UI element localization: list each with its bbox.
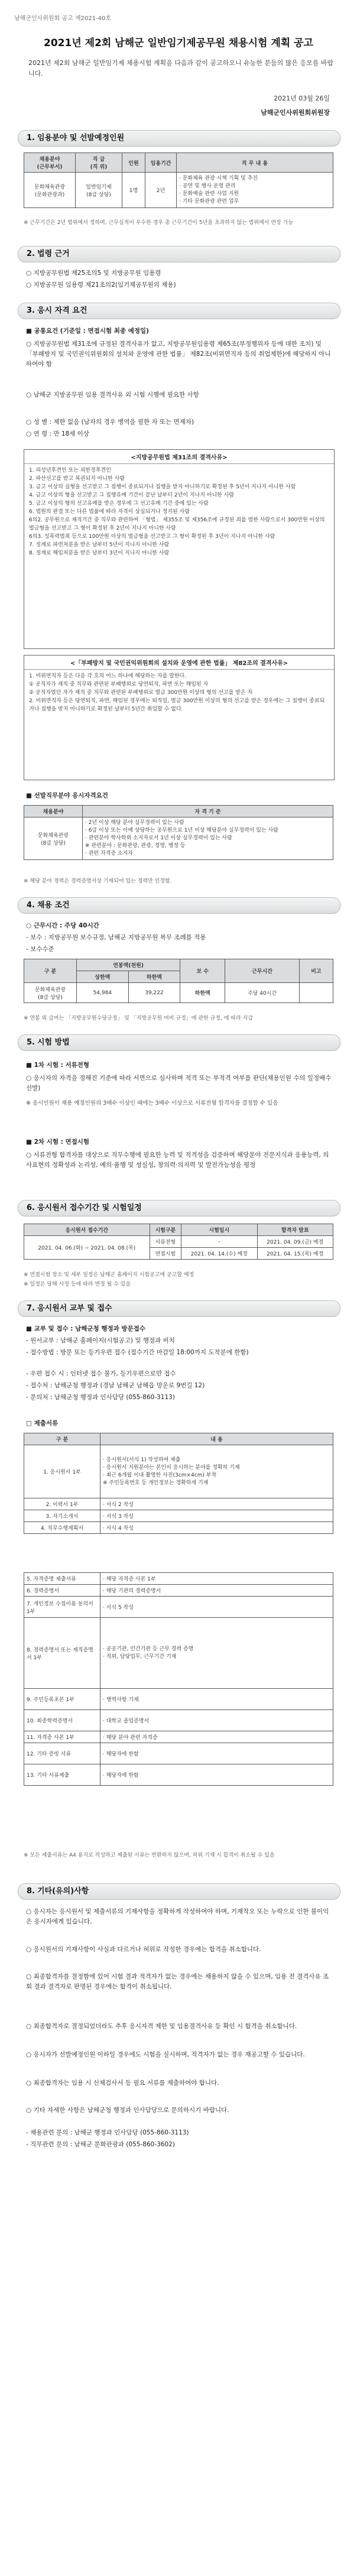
qualification-table: 채용분야 자 격 기 준 문화체육관광 (8급 상당) · 2년 이상 해당 분야 실무경력이 있는 사람 · 6급 이상 또는 이에 상당하는 공무원으로 1년 이상 해당분야 실무경력이 있는 사람 · 관련분야 학사학위 소지자로서 1년 이상 실무경력이 있는 사람 ※ 관련분야 : 문화관광, 관광, 경영, 행정 등 · 관련 자격증 소지자 <box>24 805 333 860</box>
section-3-header: 3. 응시 자격 요건 <box>18 303 340 319</box>
pay-table: 구 분 연봉액(천원) 보 수 근무시간 비고 상한액 하한액 문화체육관광 (8급 상당) 54,984 39,222 하한액 주당 40시간 <box>24 959 333 1003</box>
notice-date: 2021년 03월 26일 <box>274 95 330 102</box>
stage-1-title: ■ 1차 시험 : 서류전형 <box>26 1062 90 1069</box>
schedule-table: 응시원서 접수기간 시험구분 시험일시 합격자 발표 2021. 04. 06.(화) ~ 2021. 04. 08.(목) 서류전형 - 2021. 04. 09.(금) 예정 면접시험 2021. 04. 14.(수) 예정 2021. 04. 15.(목) 예정 <box>24 1224 333 1260</box>
section-1-header: 1. 임용분야 및 선발예정인원 <box>18 130 340 147</box>
contact-item: - 직무관련 문의 : 남해군 문화관광과 (055-860-3602) <box>26 2141 175 2148</box>
age-requirement: ○ 연 령 : 만 18세 이상 <box>26 430 89 437</box>
section-1-note: ※ 근무기간은 2년 범위에서 정하며, 근무실적이 우수한 경우 총 근무기간이 5년을 초과하지 않는 범위에서 연장 가능 <box>24 220 293 226</box>
caution-item: ○ 응시자는 응시원서 및 제출서류의 기재사항을 정확하게 작성하여야 하며, 기재착오 또는 누락으로 인한 불이익은 응시자에게 있습니다. <box>26 1908 329 1925</box>
section-5-header: 5. 시험 방법 <box>18 1034 340 1051</box>
disqualification-box: <지방공무원법 제31조의 결격사유> 1. 피성년후견인 또는 피한정후견인 2. 파산선고를 받고 복권되지 아니한 사람 3. 금고 이상의 실형을 선고받고 그 집행이 종료되거나 집행을 받지 아니하기로 확정된 후 5년이 지나지 아니한 사람 4. 금고 이상의 형을 선고받고 그 집행유예 기간이 끝난 날부터 2년이 지나지 아니한 사람 5. 금고 이상의 형의 선고유예를 받은 경우에 그 선고유예 기간 중에 있는 사람 6. 법원의 판결 또는 다른 법률에 따라 자격이 상실되거나 정지된 사람 6의2. 공무원으로 재직기간 중 직무와 관련하여 「형법」 제355조 및 제356조에 규정된 죄를 범한 사람으로서 300만원 이상의 벌금형을 선고받고 그 형이 확정된 후 2년이 지나지 아니한 사람 6의3. 성폭력범죄 등으로 100만원 이상의 벌금형을 선고받고 그 형이 확정된 후 3년이 지나지 아니한 사람 7. 징계로 파면처분을 받은 날부터 5년이 지나지 아니한 사람 8. 징계로 해임처분을 받은 날부터 3년이 지나지 아니한 사람 <box>24 449 335 649</box>
stage-1-note: ※ 응시인원이 채용 예정인원의 3배수 이상인 때에는 3배수 이상으로 서류전형 합격자를 결정할 수 있음 <box>26 1100 278 1107</box>
section-4-header: 4. 채용 조건 <box>18 897 340 914</box>
submission-item: - 문의처 : 남해군청 행정과 인사담당 (055-860-3113) <box>26 1394 175 1401</box>
documents-table: 구 분 내 용 1. 응시원서 1부 · 응시원서(서식 1) 작성하여 제출 · 응시원서 지원분야는 본인이 응시하는 분야를 정확히 기재 · 최근 6개월 이내 촬영한 사진(3cm×4cm) 부착 ※ 주민등록번호 등 개인정보는 정확하게 기재 2. 이력서 1부 · 서식 2 작성 3. 자기소개서 · 서식 3 작성 4. 직무수행계획서 · 서식 4 작성 <box>24 1433 333 1534</box>
gender-requirement: ○ 성 별 : 제한 없음 (남자의 경우 병역을 필한 자 또는 면제자) <box>26 418 194 426</box>
section-8-header: 8. 기타(유의)사항 <box>18 1883 340 1900</box>
caution-item: ○ 최종합격자로 결정되었더라도 추후 응시자격 제한 및 임용결격사유 등 확인 시 합격을 취소합니다. <box>26 2023 297 2030</box>
work-hours: ○ 근무시간 : 주당 40시간 <box>26 922 99 929</box>
documents-note: ※ 모든 제출서류는 A4 용지로 작성하고 제출된 서류는 반환하지 않으며, 허위 기재 시 합격이 취소될 수 있음 <box>24 1852 275 1858</box>
pay-level-title: - 보수수준 <box>26 946 54 953</box>
field-requirement-title: ■ 선발직무분야 응시자격요건 <box>26 792 108 799</box>
recruitment-table: 채용분야 (근무부서) 직 급 (직 위) 인원 임용기간 직 무 내 용 문화체육관광 (문화관광과) 일반임기제 (8급 상당) 1명 2년 · 문화체육 관광 시책 기획 및 추진 · 공연 및 행사 운영 관리 · 문화예술 관련 사업 지원 · 기타 문화관광 관련 업무 <box>24 153 333 208</box>
section-2-header: 2. 법령 근거 <box>18 246 340 262</box>
schedule-note: ※ 일정은 당해 사정 등에 따라 변경 될 수 있음 <box>24 1281 131 1287</box>
stage-1-desc: ○ 응시자의 자격을 정해진 기준에 따라 서면으로 심사하며 적격 또는 부적격 여부를 판단(채용인원 수의 일정배수 선발) <box>26 1075 332 1092</box>
pay-rule: - 보수 : 지방공무원 보수규정, 남해군 지방공무원 복무 조례를 적용 <box>26 934 206 941</box>
requirement-item: ○ 지방공무원법 제31조에 규정된 결격사유가 없고, 지방공무원임용령 제65조(부정행위자 등에 대한 조치) 및 「부패방지 및 국민권익위원회의 설치와 운영에 관한 법률」 제82조(비위면직자 등의 취업제한)에 해당하지 아니하여야 함 <box>26 340 331 368</box>
stage-2-desc: ○ 서류전형 합격자를 대상으로 직무수행에 필요한 능력 및 적격성을 검증하며 해당분야 전문지식과 응용능력, 의사표현의 정확성과 논리성, 예의·품행 및 성실성, 창의력·의지력 및 발전가능성을 평정 <box>26 1151 329 1169</box>
issuing-organization: 남해군인사위원회위원장 <box>261 109 330 116</box>
stage-2-title: ■ 2차 시험 : 면접시험 <box>26 1138 90 1146</box>
anti-corruption-box: <「부패방지 및 국민권익위원회의 설치와 운영에 관한 법률」 제82조의 결격사유> 1. 비위면직자 등은 다음 각 호의 어느 하나에 해당하는 자를 말한다. ① 공직자가 재직 중 직무와 관련된 부패행위로 당연퇴직, 파면 또는 해임된 자 ② 공직자였던 자가 재직 중 직무와 관련된 부패행위로 벌금 300만원 이상의 형의 선고를 받은 자 2. 비위면직자 등은 당연퇴직, 파면, 해임된 경우에는 퇴직일, 벌금 300만원 이상의 형의 선고를 받은 경우에는 그 집행이 종료되거나 집행을 받지 아니하기로 확정된 날부터 5년간 취업할 수 없다. <box>24 655 335 780</box>
law-item: ○ 지방공무원법 제25조의5 및 지방공무원 임용령 <box>26 270 161 277</box>
submission-item: - 접수방법 : 방문 또는 등기우편 접수 (접수기간 마감일 18:00까지 도착분에 한함) <box>26 1349 249 1356</box>
caution-item: ○ 응시원서의 기재사항이 사실과 다르거나 허위로 작성한 경우에는 합격을 취소합니다. <box>26 1946 261 1953</box>
submission-title: ■ 교부 및 접수 : 남해군청 행정과 방문접수 <box>26 1325 145 1332</box>
documents-title: □ 제출서류 <box>26 1420 59 1427</box>
schedule-note: ※ 면접시험 장소 및 세부 일정은 남해군 홈페이지 시험공고에 공고할 예정 <box>24 1272 194 1278</box>
pay-note: ※ 연봉 외 급여는 「지방공무원수당규정」 및 「지방공무원 여비 규정」에 관한 규정, 에 따라 지급 <box>24 1016 253 1021</box>
page-title: 2021년 제2회 남해군 일반임기제공무원 채용시험 계획 공고 <box>44 37 313 49</box>
submission-item: - 접수처 : 남해군청 행정과 (경남 남해군 남해읍 망운로 9번길 12) <box>26 1382 205 1389</box>
section-7-header: 7. 응시원서 교부 및 접수 <box>18 1300 340 1317</box>
caution-item: ○ 최종합격자를 결정함에 있어 시험 결과 적격자가 없는 경우에는 채용하지 않을 수 있으며, 임용 전 결격사유 조회 결과 결격자로 판명된 경우에는 합격이 취소됩니다. <box>26 1973 329 1990</box>
intro-text: 2021년 제2회 남해군 일반임기제 채용시험 계획을 다음과 같이 공고하오니 유능한 분들의 많은 응모를 바랍니다. <box>28 59 334 77</box>
section-6-header: 6. 응시원서 접수기간 및 시험일정 <box>18 1200 340 1216</box>
caution-item: ○ 응시자가 선발예정인원 이하일 경우에도 시험을 실시하며, 적격자가 없는 경우 재공고할 수 있습니다. <box>26 2051 305 2058</box>
requirement-item: ○ 남해군 지방공무원 임용 결격사유 외 시험 시행에 필요한 사항 <box>26 391 199 398</box>
qualification-note: ※ 해당 분야 경력은 경력증명서상 기재되어 있는 경력만 인정함. <box>24 878 172 884</box>
submission-item: - 우편 접수 시 : 인터넷 접수 불가, 등기우편으로만 접수 <box>26 1370 176 1377</box>
documents-table-2: 5. 자격증명 제출서류 · 해당 자격증 사본 1부 6. 경력증명서 · 해당 기관의 경력증명서 7. 개인정보 수집이용 동의서 1부 · 서식 5 작성 8. 경력증명서 또는 재직증명서 1부 · 공공기관, 민간기관 등 근무 경력 증명 · 직위, 담당업무, 근무기간 기재 9. 주민등록초본 1부 · 병역사항 기재 10. 최종학력증명서 · 대학교 졸업증명서 11. 자격증 사본 1부 · 해당 분야 관련 자격증 12. 기타 증빙 서류 · 해당자에 한함 13. 기타 서류제출 · 해당자에 한함 <box>24 1572 333 1786</box>
contact-item: - 채용관련 문의 : 남해군 행정과 인사담당 (055-860-3113) <box>26 2129 189 2136</box>
law-item: ○ 지방공무원 임용령 제21조의2(임기제공무원의 채용) <box>26 281 176 288</box>
caution-item: ○ 기타 자세한 사항은 남해군청 행정과 인사담당으로 문의하시기 바랍니다. <box>26 2107 229 2114</box>
notice-number: 남해군인사위원회 공고 제2021-40호 <box>14 15 112 22</box>
submission-item: - 원서교부 : 남해군 홈페이지(시험공고) 및 행정과 비치 <box>26 1337 175 1344</box>
common-requirement-title: ■ 공통요건 (기준일 : 면접시험 최종 예정일) <box>26 327 149 335</box>
caution-item: ○ 최종합격자는 임용 시 신체검사서 등 필요 서류를 제출하여야 합니다. <box>26 2079 219 2087</box>
